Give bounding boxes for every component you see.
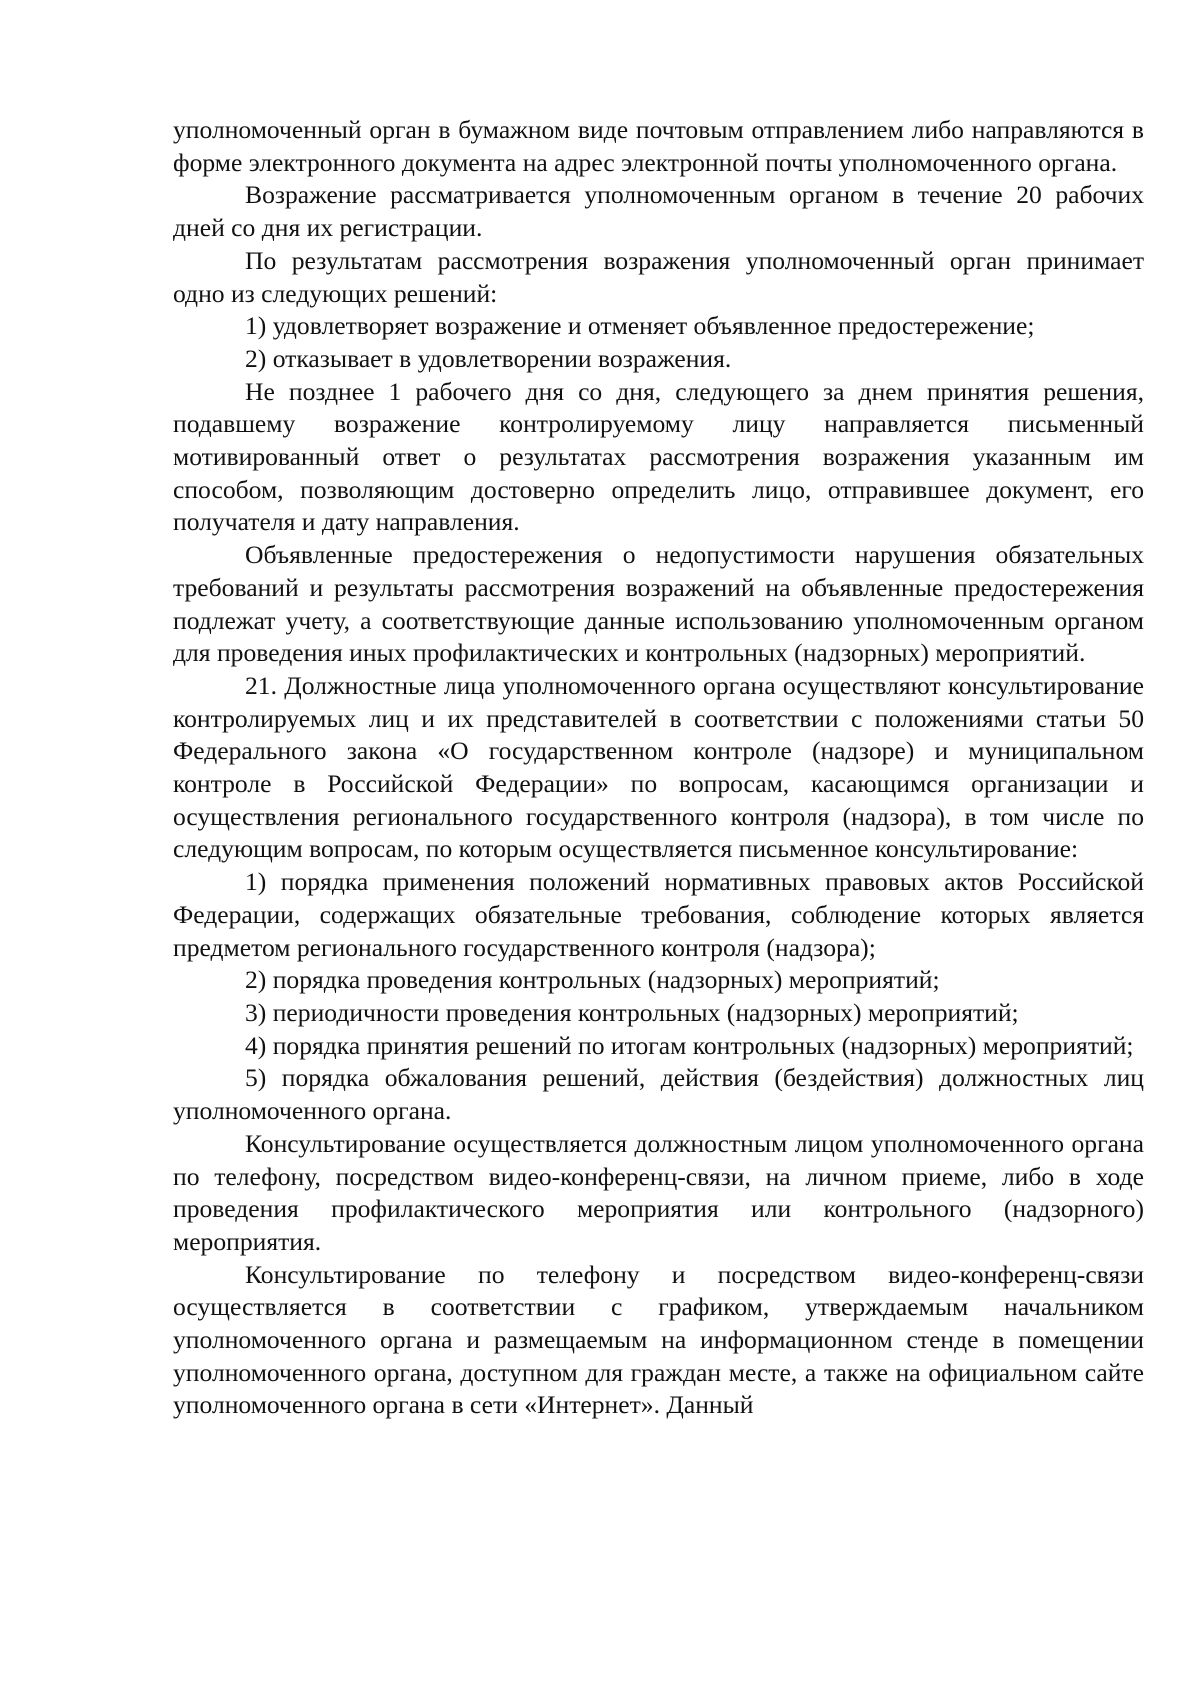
paragraph-continuation: уполномоченный орган в бумажном виде почтовым отправлением либо направляются в форме электронного документа на адрес электронной почты уполномоченного органа. [173,115,1144,177]
paragraph-response-deadline: Не позднее 1 рабочего дня со дня, следующего за днем принятия решения, подавшему возражение контролируемому лицу направляется письменный мотивированный ответ о результатах рассмотрения возражения указанным им способом, позволяющим достоверно определить лицо, отправившее документ, его получателя и дату направления. [173,376,1144,537]
paragraph-consultation-schedule: Консультирование по телефону и посредством видео-конференц-связи осуществляется в соответствии с графиком, утверждаемым начальником уполномоченного органа и размещаемым на информационном стенде в помещении уполномоченного органа, доступном для граждан месте, а также на официальном сайте уполномоченного органа в сети «Интернет». Данный [173,1259,1144,1420]
paragraph-consultation-methods: Консультирование осуществляется должностным лицом уполномоченного органа по телефону, посредством видео-конференц-связи, на личном приеме, либо в ходе проведения профилактического мероприятия или контрольного (надзорного) мероприятия. [173,1128,1144,1256]
paragraph-objection-review-term: Возражение рассматривается уполномоченным органом в течение 20 рабочих дней со дня их регистрации. [173,180,1144,243]
paragraph-section-21: 21. Должностные лица уполномоченного органа осуществляют консультирование контролируемых лиц и их представителей в соответствии с положениями статьи 50 Федерального закона «О государственном контроле (надзоре) и муниципальном контроле в Российской Федерации» по вопросам, касающимся организации и осуществления регионального государственного контроля (надзора), в том числе по следующим вопросам, по которым осуществляется письменное консультирование: [173,670,1144,864]
list-item-consult-4: 4) порядка принятия решений по итогам контрольных (надзорных) мероприятий; [245,1030,1134,1060]
list-item-consult-5: 5) порядка обжалования решений, действия (бездействия) должностных лиц уполномоченного органа. [173,1063,1144,1126]
paragraph-warnings-accounting: Объявленные предостережения о недопустимости нарушения обязательных требований и результаты рассмотрения возражений на объявленные предостережения подлежат учету, а соответствующие данные использованию уполномоченным органом для проведения иных профилактических и контрольных (надзорных) мероприятий. [173,540,1144,668]
list-item-decision-1: 1) удовлетворяет возражение и отменяет объявленное предостережение; [245,311,1035,341]
list-item-consult-2: 2) порядка проведения контрольных (надзорных) мероприятий; [245,965,940,995]
list-item-consult-1: 1) порядка применения положений нормативных правовых актов Российской Федерации, содержащих обязательные требования, соблюдение которых является предметом регионального государственного контроля (надзора); [173,867,1144,962]
document-page [173,114,1144,1422]
list-item-decision-2: 2) отказывает в удовлетворении возражения. [245,343,732,373]
paragraph-objection-decisions: По результатам рассмотрения возражения уполномоченный орган принимает одно из следующих решений: [173,245,1144,308]
list-item-consult-3: 3) периодичности проведения контрольных (надзорных) мероприятий; [245,997,1019,1027]
